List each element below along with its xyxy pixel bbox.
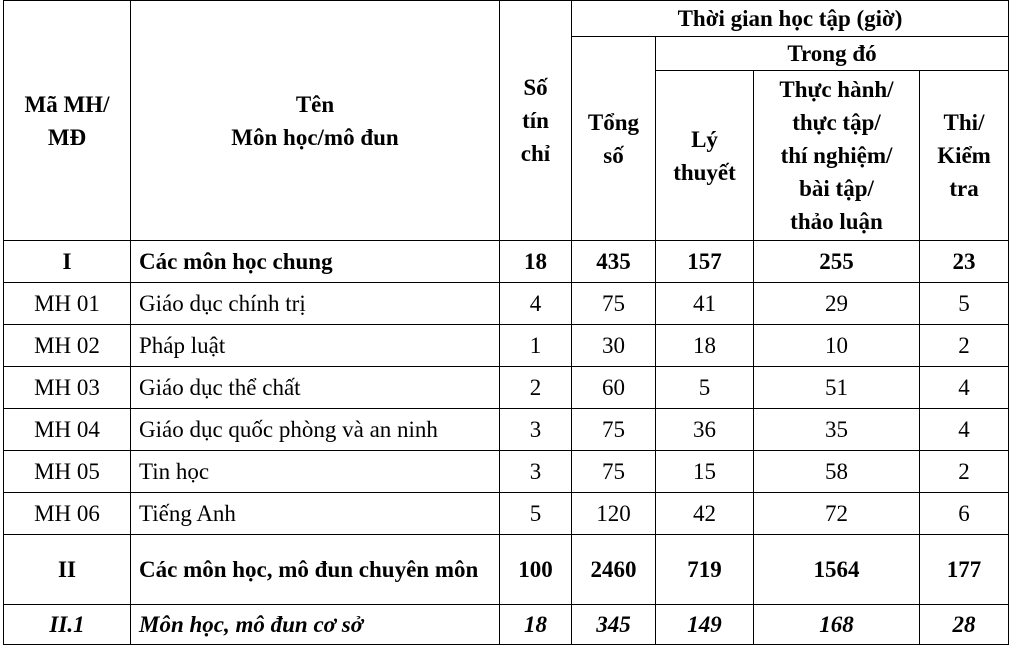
row-theory: 18 [656,325,754,367]
row-code: MH 01 [4,283,131,325]
table-row [4,493,1009,535]
header-sub-group: Trong đó [656,37,1009,71]
curriculum-table [3,0,1009,645]
header-total: Tổng số [572,37,656,241]
row-practice: 35 [754,409,920,451]
header-practice: Thực hành/ thực tập/ thí nghiệm/ bài tập/ thảo luận [754,71,920,241]
header-name: Tên Môn học/mô đun [131,1,500,241]
row-credits: 1 [500,325,572,367]
table-row [4,325,1009,367]
row-theory: 36 [656,409,754,451]
table-row [4,283,1009,325]
row-name: Pháp luật [131,325,500,367]
row-code: MH 03 [4,367,131,409]
row-credits: 3 [500,451,572,493]
row-theory: 149 [656,605,754,645]
row-exam: 2 [920,325,1009,367]
row-code: II.1 [4,605,131,645]
row-credits: 5 [500,493,572,535]
row-code: MH 02 [4,325,131,367]
row-credits: 2 [500,367,572,409]
row-practice: 29 [754,283,920,325]
row-exam: 4 [920,409,1009,451]
row-code: I [4,241,131,283]
row-exam: 5 [920,283,1009,325]
row-theory: 42 [656,493,754,535]
row-practice: 10 [754,325,920,367]
row-exam: 23 [920,241,1009,283]
row-code: MH 05 [4,451,131,493]
row-total: 435 [572,241,656,283]
row-theory: 15 [656,451,754,493]
row-total: 120 [572,493,656,535]
row-credits: 4 [500,283,572,325]
row-practice: 51 [754,367,920,409]
row-code: MH 04 [4,409,131,451]
row-total: 2460 [572,535,656,605]
header-time-group: Thời gian học tập (giờ) [572,1,1009,37]
header-theory: Lý thuyết [656,71,754,241]
row-practice: 255 [754,241,920,283]
row-total: 60 [572,367,656,409]
header-code: Mã MH/ MĐ [4,1,131,241]
row-credits: 3 [500,409,572,451]
table-row [4,241,1009,283]
row-total: 75 [572,409,656,451]
row-credits: 18 [500,605,572,645]
table-row [4,367,1009,409]
row-theory: 157 [656,241,754,283]
table-row [4,535,1009,605]
table-row [4,451,1009,493]
row-total: 75 [572,283,656,325]
row-code: II [4,535,131,605]
row-practice: 72 [754,493,920,535]
row-name: Môn học, mô đun cơ sở [131,605,500,645]
row-exam: 4 [920,367,1009,409]
row-name: Giáo dục thể chất [131,367,500,409]
row-name: Giáo dục chính trị [131,283,500,325]
header-exam: Thi/ Kiểm tra [920,71,1009,241]
row-total: 345 [572,605,656,645]
row-credits: 100 [500,535,572,605]
header-credits: Số tín chỉ [500,1,572,241]
row-theory: 5 [656,367,754,409]
row-name: Các môn học, mô đun chuyên môn [131,535,500,605]
row-name: Các môn học chung [131,241,500,283]
row-practice: 168 [754,605,920,645]
row-exam: 6 [920,493,1009,535]
row-exam: 28 [920,605,1009,645]
row-theory: 41 [656,283,754,325]
row-total: 75 [572,451,656,493]
row-practice: 58 [754,451,920,493]
row-exam: 177 [920,535,1009,605]
row-theory: 719 [656,535,754,605]
row-credits: 18 [500,241,572,283]
row-code: MH 06 [4,493,131,535]
row-total: 30 [572,325,656,367]
row-name: Tiếng Anh [131,493,500,535]
row-exam: 2 [920,451,1009,493]
row-name: Tin học [131,451,500,493]
table-row [4,605,1009,645]
table-row [4,409,1009,451]
row-name: Giáo dục quốc phòng và an ninh [131,409,500,451]
row-practice: 1564 [754,535,920,605]
